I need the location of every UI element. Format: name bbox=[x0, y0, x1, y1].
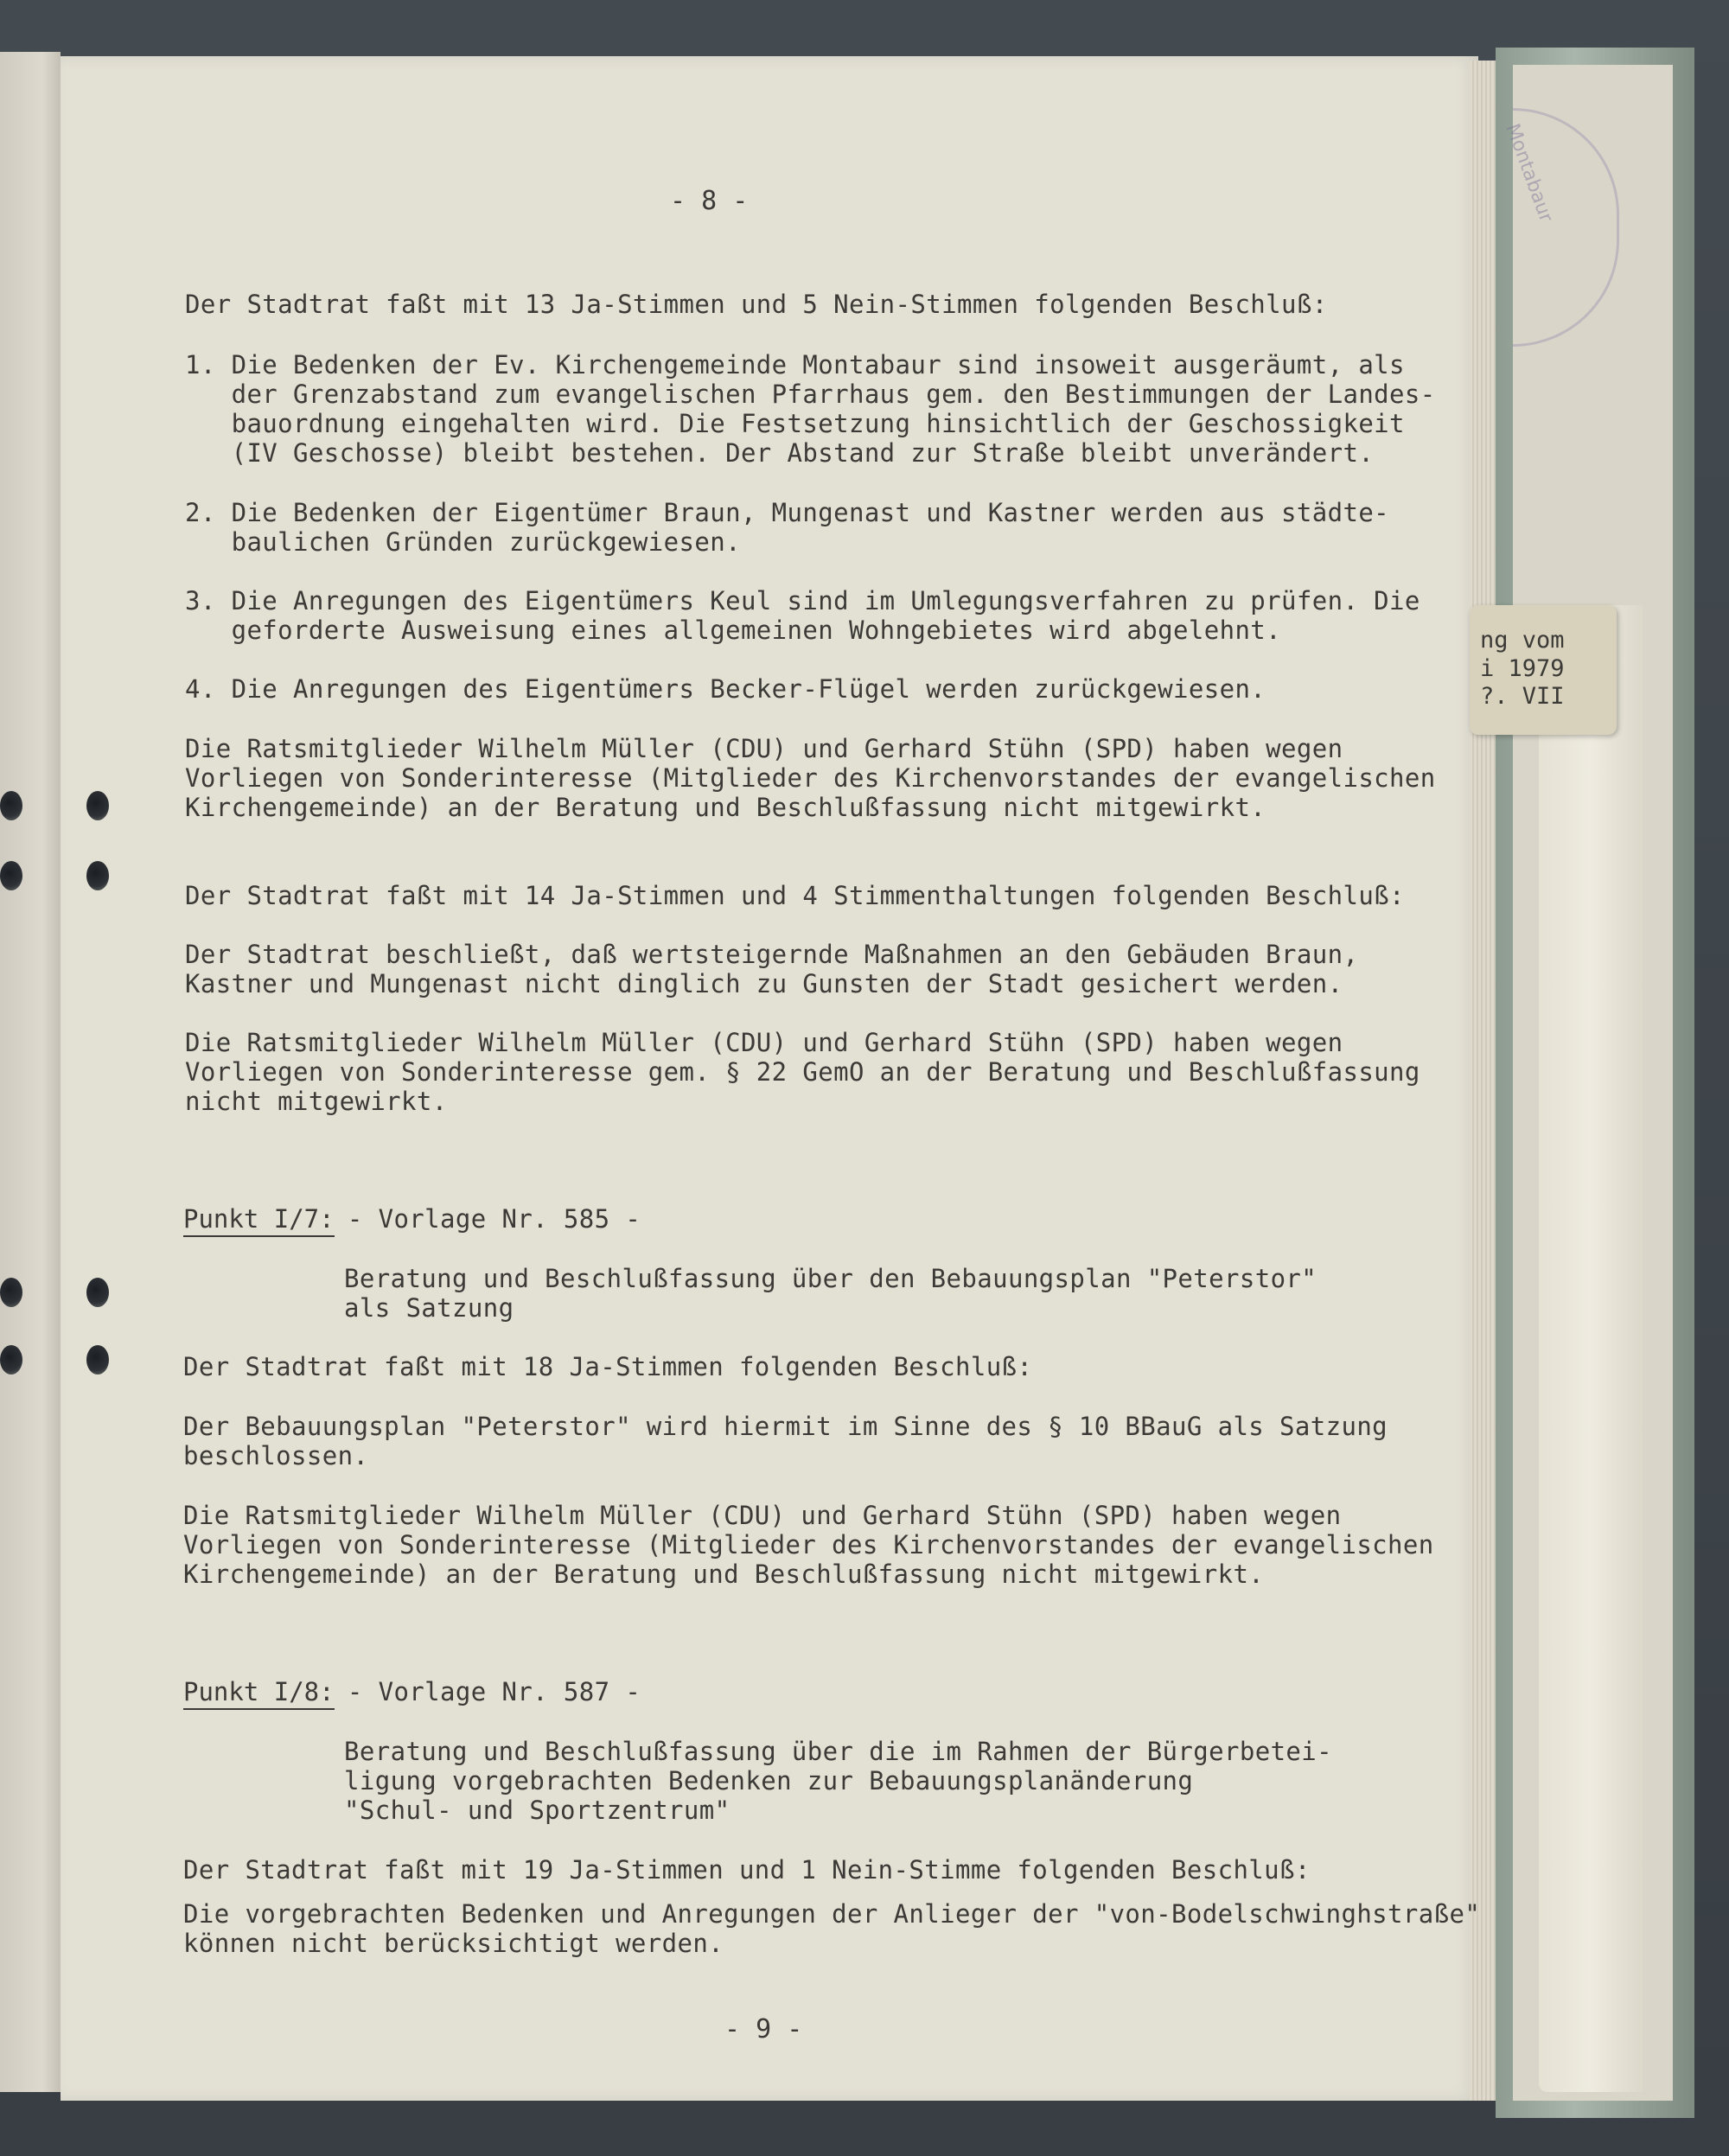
abstention-note-line: nicht mitgewirkt. bbox=[185, 1087, 448, 1116]
resolution-intro: Der Stadtrat faßt mit 13 Ja-Stimmen und 5 Nein-Stimmen folgenden Beschluß: bbox=[185, 290, 1328, 319]
decision-line: Die vorgebrachten Bedenken und Anregungen der Anlieger der "von-Bodelschwinghstraße" bbox=[183, 1899, 1481, 1929]
agenda-subject-line: Beratung und Beschlußfassung über den Bebauungsplan "Peterstor" bbox=[344, 1264, 1317, 1293]
page-stack-edges bbox=[1470, 61, 1496, 2101]
abstention-note-line: Vorliegen von Sonderinteresse gem. § 22 GemO an der Beratung und Beschlußfassung bbox=[185, 1057, 1420, 1087]
list-item-1-line: bauordnung eingehalten wird. Die Festsetzung hinsichtlich der Geschossigkeit bbox=[185, 409, 1405, 438]
list-item-2-line: baulichen Gründen zurückgewiesen. bbox=[185, 527, 741, 557]
side-label-line: ?. VII bbox=[1480, 683, 1565, 710]
list-item-1-line: der Grenzabstand zum evangelischen Pfarrhaus gem. den Bestimmungen der Landes- bbox=[185, 380, 1436, 409]
punch-hole bbox=[0, 791, 22, 820]
agenda-subject-line: ligung vorgebrachten Bedenken zur Bebauungsplanänderung bbox=[344, 1766, 1194, 1796]
resolution-intro: Der Stadtrat faßt mit 14 Ja-Stimmen und 4 Stimmenthaltungen folgenden Beschluß: bbox=[185, 881, 1405, 910]
punch-hole bbox=[0, 1345, 22, 1375]
list-item-3-line: geforderte Ausweisung eines allgemeinen Wohngebietes wird abgelehnt. bbox=[185, 616, 1282, 645]
decision-line: Kastner und Mungenast nicht dinglich zu Gunsten der Stadt gesichert werden. bbox=[185, 969, 1343, 998]
page-number-bottom: - 9 - bbox=[724, 2014, 803, 2044]
agenda-subject-line: als Satzung bbox=[344, 1293, 514, 1323]
list-item-4-line: 4. Die Anregungen des Eigentümers Becker-Flügel werden zurückgewiesen. bbox=[185, 674, 1266, 704]
agenda-item-label: Punkt I/8: bbox=[183, 1677, 335, 1710]
abstention-note-line: Die Ratsmitglieder Wilhelm Müller (CDU) und Gerhard Stühn (SPD) haben wegen bbox=[185, 734, 1343, 763]
abstention-note-line: Kirchengemeinde) an der Beratung und Beschlußfassung nicht mitgewirkt. bbox=[185, 793, 1266, 822]
list-item-3-line: 3. Die Anregungen des Eigentümers Keul sind im Umlegungsverfahren zu prüfen. Die bbox=[185, 586, 1420, 616]
abstention-note-line: Vorliegen von Sonderinteresse (Mitglieder des Kirchenvorstandes der evangelischen bbox=[185, 763, 1436, 793]
punch-hole bbox=[86, 861, 109, 890]
abstention-note-line: Die Ratsmitglieder Wilhelm Müller (CDU) und Gerhard Stühn (SPD) haben wegen bbox=[185, 1028, 1343, 1057]
tissue-interleaf bbox=[1539, 605, 1643, 2092]
side-label-line: i 1979 bbox=[1480, 655, 1565, 682]
decision-line: können nicht berücksichtigt werden. bbox=[183, 1929, 724, 1958]
agenda-item-vorlage: - Vorlage Nr. 587 - bbox=[332, 1677, 641, 1706]
agenda-item-label: Punkt I/7: bbox=[183, 1204, 335, 1237]
decision-line: Der Stadtrat beschließt, daß wertsteigernde Maßnahmen an den Gebäuden Braun, bbox=[185, 940, 1359, 969]
archive-stamp-text: Montabaur bbox=[1501, 121, 1557, 226]
list-item-1-line: 1. Die Bedenken der Ev. Kirchengemeinde Montabaur sind insoweit ausgeräumt, als bbox=[185, 350, 1405, 380]
punch-hole bbox=[86, 1278, 109, 1307]
list-item-2-line: 2. Die Bedenken der Eigentümer Braun, Mungenast und Kastner werden aus städte- bbox=[185, 498, 1390, 527]
resolution-intro: Der Stadtrat faßt mit 19 Ja-Stimmen und 1 Nein-Stimme folgenden Beschluß: bbox=[183, 1855, 1311, 1885]
decision-line: Der Bebauungsplan "Peterstor" wird hiermit im Sinne des § 10 BBauG als Satzung bbox=[183, 1412, 1388, 1441]
side-label-line: ng vom bbox=[1480, 627, 1565, 654]
page-number-top: - 8 - bbox=[670, 186, 749, 216]
punch-hole bbox=[0, 861, 22, 890]
left-facing-page bbox=[0, 52, 61, 2092]
abstention-note-line: Kirchengemeinde) an der Beratung und Beschlußfassung nicht mitgewirkt. bbox=[183, 1560, 1265, 1589]
decision-line: beschlossen. bbox=[183, 1441, 369, 1470]
punch-hole bbox=[86, 791, 109, 820]
punch-hole bbox=[0, 1278, 22, 1307]
list-item-1-line: (IV Geschosse) bleibt bestehen. Der Abstand zur Straße bleibt unverändert. bbox=[185, 438, 1375, 468]
agenda-subject-line: Beratung und Beschlußfassung über die im Rahmen der Bürgerbetei- bbox=[344, 1737, 1333, 1766]
punch-hole bbox=[86, 1345, 109, 1375]
abstention-note-line: Vorliegen von Sonderinteresse (Mitglieder des Kirchenvorstandes der evangelischen bbox=[183, 1530, 1434, 1560]
agenda-subject-line: "Schul- und Sportzentrum" bbox=[344, 1796, 731, 1825]
abstention-note-line: Die Ratsmitglieder Wilhelm Müller (CDU) und Gerhard Stühn (SPD) haben wegen bbox=[183, 1501, 1342, 1530]
resolution-intro: Der Stadtrat faßt mit 18 Ja-Stimmen folgenden Beschluß: bbox=[183, 1352, 1033, 1381]
agenda-item-vorlage: - Vorlage Nr. 585 - bbox=[332, 1204, 641, 1234]
